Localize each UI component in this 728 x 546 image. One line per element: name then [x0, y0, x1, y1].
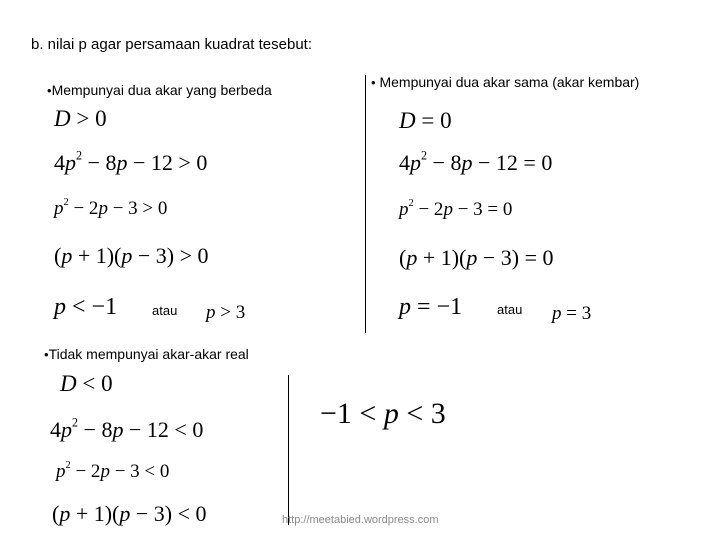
left-eq2: $p^2 - 2p - 3 > 0$ [54, 197, 168, 219]
bottom-eq3: (p + 1)(p − 3) < 0 [52, 501, 207, 526]
bullet-icon: • [44, 347, 49, 362]
left-eq1: $4p^2 - 8p - 12 > 0$ [54, 148, 208, 175]
bottom-title: •Tidak mempunyai akar-akar real [44, 346, 249, 362]
left-result-b: p > 3 [206, 302, 246, 323]
right-result-a: p = −1 [399, 294, 463, 320]
left-result-a: p < −1 [54, 294, 118, 320]
left-title: •Mempunyai dua akar yang berbeda [47, 82, 272, 98]
bullet-icon: • [371, 75, 376, 90]
left-atau: atau [152, 303, 178, 318]
right-atau: atau [497, 302, 523, 317]
right-eq3: (p + 1)(p − 3) = 0 [399, 245, 554, 270]
right-eq1: $4p^2 - 8p - 12 = 0$ [399, 148, 553, 175]
bottom-eq1: $4p^2 - 8p - 12 < 0$ [50, 415, 204, 442]
divider-top [365, 75, 366, 333]
right-title: • Mempunyai dua akar sama (akar kembar) [371, 74, 640, 90]
footer-url: http://meetabied.wordpress.com [282, 514, 439, 526]
left-condition: D > 0 [54, 106, 107, 131]
left-eq3: (p + 1)(p − 3) > 0 [54, 243, 209, 268]
bottom-eq2: $p^2 - 2p - 3 < 0$ [56, 460, 170, 482]
divider-bottom [288, 375, 289, 525]
right-result-b: p = 3 [552, 303, 592, 324]
right-eq2: $p^2 - 2p - 3 = 0$ [399, 198, 513, 220]
bottom-condition: D < 0 [60, 371, 113, 396]
heading: b. nilai p agar persamaan kuadrat tesebut: [31, 36, 313, 53]
bottom-solution: −1 < p < 3 [320, 397, 446, 430]
bullet-icon: • [47, 83, 52, 98]
right-condition: D = 0 [399, 108, 452, 133]
